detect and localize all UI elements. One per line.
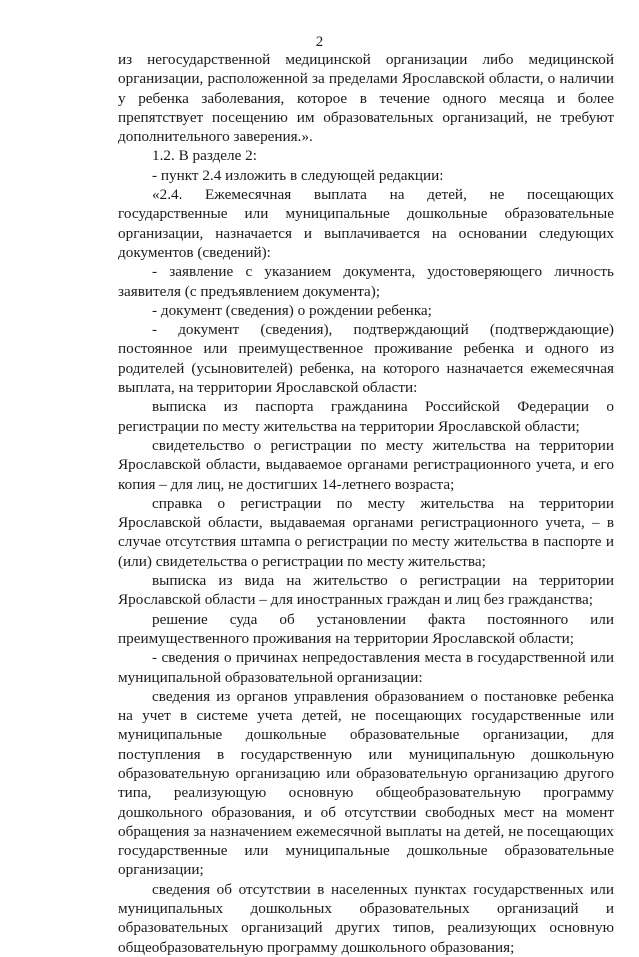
paragraph-clause-2-4: «2.4. Ежемесячная выплата на детей, не посещающих государственные или муниципальные дошкольные образовательные организации, назначается и выплачивается на основании следующих документов (сведений): <box>118 186 614 261</box>
paragraph-continuation: из негосударственной медицинской организации либо медицинской организации, расположенной за пределами Ярославской области, о наличии у ребенка заболевания, которое в течение одного месяца и более препятствует посещению им образовательных организаций, не требуют дополнительного заверения.». <box>118 51 614 146</box>
paragraph-registration-reference: справка о регистрации по месту жительства на территории Ярославской области, выдаваемая органами регистрационного учета, – в случае отсутствия штампа о регистрации по месту жительства в паспорте и (или) свидетельства о регистрации по месту жительства; <box>118 494 614 570</box>
paragraph-registration-certificate: свидетельство о регистрации по месту жительства на территории Ярославской области, выдаваемое органами регистрационного учета, и его копия – для лиц, не достигших 14-летнего возраста; <box>118 436 614 493</box>
paragraph-court-decision: решение суда об установлении факта постоянного или преимущественного проживания на территории Ярославской области; <box>118 610 614 647</box>
paragraph-application-item: - заявление с указанием документа, удостоверяющего личность заявителя (с предъявлением документа); <box>118 263 614 300</box>
document-body <box>118 50 614 957</box>
paragraph-birth-document-item: - документ (сведения) о рождении ребенка; <box>152 301 432 319</box>
paragraph-no-organizations-info: сведения об отсутствии в населенных пунктах государственных или муниципальных дошкольных образовательных организаций и образовательных организаций других типов, реализующих основную общеобразовательную программу дошкольного образования; <box>118 880 614 956</box>
page-number: 2 <box>315 34 324 50</box>
paragraph-passport-extract: выписка из паспорта гражданина Российской Федерации о регистрации по месту жительства на территории Ярославской области; <box>118 398 614 435</box>
paragraph-amendment-intro: - пункт 2.4 изложить в следующей редакции: <box>152 166 444 184</box>
paragraph-section-heading: 1.2. В разделе 2: <box>152 147 257 165</box>
paragraph-refusal-reasons-item: - сведения о причинах непредоставления места в государственной или муниципальной образовательной организации: <box>118 649 614 686</box>
paragraph-residence-document-item: - документ (сведения), подтверждающий (подтверждающие) постоянное или преимущественное проживание ребенка и одного из родителей (усыновителей) ребенка, на которого назначается ежемесячная выплата, на территории Ярославской области: <box>118 321 614 397</box>
paragraph-residence-permit-extract: выписка из вида на жительство о регистрации на территории Ярославской области – для иностранных граждан и лиц без гражданства; <box>118 572 614 609</box>
paragraph-education-authority-info: сведения из органов управления образованием о постановке ребенка на учет в системе учета детей, не посещающих государственные или муниципальные дошкольные образовательные организации, для поступления в государственную или муниципальную дошкольную образовательную организацию или образовательную организацию другого типа, реализующую основную общеобразовательную программу дошкольного образования, и об отсутствии свободных мест на момент обращения за назначением ежемесячной выплаты на детей, не посещающих государственные или муниципальные дошкольные образовательные организации; <box>118 687 614 879</box>
